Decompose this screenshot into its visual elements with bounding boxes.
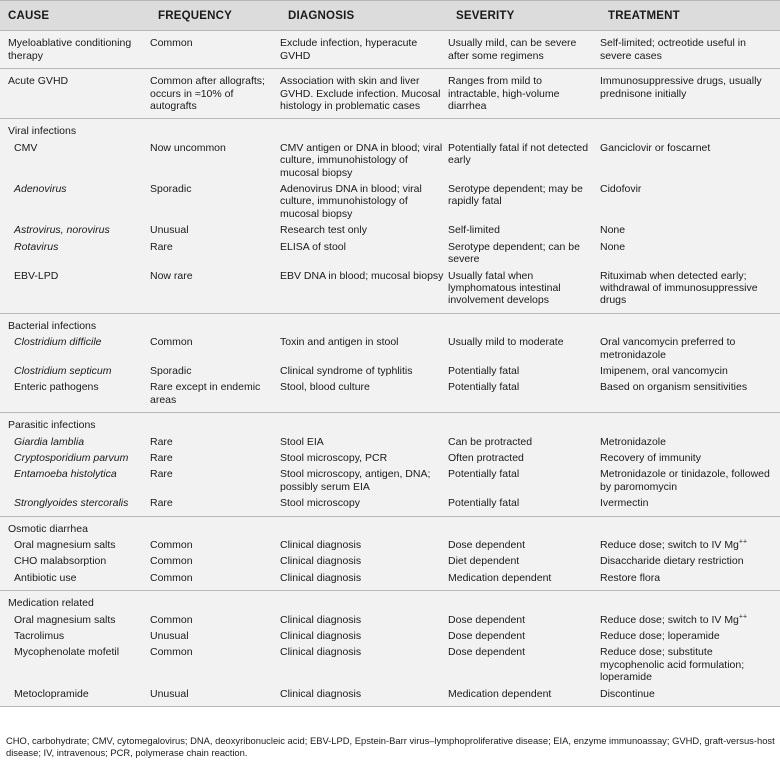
cell-text: Common — [150, 336, 193, 349]
cell-treatment — [600, 644, 780, 685]
cell-text: Recovery of immunity — [600, 451, 701, 464]
cell-frequency — [150, 334, 280, 363]
cell-frequency — [150, 537, 280, 553]
cell-text: Stool EIA — [280, 435, 324, 448]
cell-text: Rare — [150, 497, 173, 510]
cell-frequency — [150, 181, 280, 222]
cell-text: Oral magnesium salts — [14, 613, 116, 626]
cell-diagnosis — [280, 181, 448, 222]
table-row — [0, 466, 780, 495]
cell-text: Common — [150, 571, 193, 584]
cell-text: Unusual — [150, 224, 189, 237]
cell-text: Self-limited — [448, 224, 500, 237]
cell-text: CHO malabsorption — [14, 555, 107, 568]
table-row — [0, 268, 780, 309]
cell-severity — [448, 222, 600, 238]
cell-diagnosis — [280, 570, 448, 586]
cell-treatment — [600, 363, 780, 379]
cell-text: Usually mild to moderate — [448, 336, 564, 349]
cell-text: Ranges from mild to intractable, high-volume diarrhea — [448, 75, 560, 113]
cell-severity — [448, 466, 600, 495]
cell-cause — [0, 628, 150, 644]
cell-text: Potentially fatal — [448, 497, 520, 510]
cell-treatment — [600, 553, 780, 569]
cell-text: Clinical diagnosis — [280, 630, 362, 643]
cell-diagnosis — [280, 268, 448, 309]
cell-text: Giardia lamblia — [14, 435, 85, 448]
cell-text: Unusual — [150, 630, 189, 643]
cell-text: Clinical syndrome of typhlitis — [280, 364, 413, 377]
cell-severity — [448, 239, 600, 268]
cell-cause — [0, 644, 150, 685]
cell-diagnosis — [280, 686, 448, 702]
cell-text: EBV DNA in blood; mucosal biopsy — [280, 269, 444, 282]
table-row — [0, 181, 780, 222]
table-row — [0, 334, 780, 363]
group-title-row — [0, 595, 780, 611]
table-footnote: CHO, carbohydrate; CMV, cytomegalovirus; DNA, deoxyribonucleic acid; EBV-LPD, Epstein-Barr virus–lymphoproliferative disease; EIA, enzyme immunoassay; GVHD, graft-versus-host disease; IV, intravenous; PCR, polymerase chain reaction. — [6, 735, 775, 758]
cell-text: Common — [150, 646, 193, 659]
cell-diagnosis — [280, 334, 448, 363]
header-diagnosis: DIAGNOSIS — [280, 1, 448, 31]
cell-severity — [448, 334, 600, 363]
cell-severity — [448, 537, 600, 553]
cell-text: Enteric pathogens — [14, 381, 99, 394]
cell-cause — [0, 495, 150, 511]
header-cause: CAUSE — [0, 1, 150, 31]
cell-text: Common — [150, 613, 193, 626]
cell-cause — [0, 553, 150, 569]
table-row — [0, 553, 780, 569]
cell-treatment — [600, 495, 780, 511]
table-row — [0, 450, 780, 466]
cell-text: Stool, blood culture — [280, 381, 370, 394]
cell-diagnosis — [280, 612, 448, 628]
group-title-row — [0, 318, 780, 334]
cell-treatment — [600, 686, 780, 702]
cell-text: Potentially fatal if not detected early — [448, 141, 589, 167]
cell-text: Serotype dependent; may be rapidly fatal — [448, 183, 583, 208]
cell-text: Reduce dose; switch to IV Mg — [600, 539, 739, 551]
cell-severity — [448, 268, 600, 309]
table-row — [0, 73, 780, 114]
group-title-row — [0, 417, 780, 433]
cell-cause — [0, 334, 150, 363]
table-row — [0, 434, 780, 450]
cell-cause — [0, 140, 150, 181]
cell-text: Acute GVHD — [8, 75, 69, 88]
table-row — [0, 686, 780, 702]
cell-text: Potentially fatal — [448, 468, 520, 481]
table-row — [0, 379, 780, 408]
cell-frequency — [150, 222, 280, 238]
cell-frequency — [150, 686, 280, 702]
cell-frequency — [150, 495, 280, 511]
cell-text: Sporadic — [150, 364, 192, 377]
table-header — [0, 1, 780, 31]
cell-diagnosis — [280, 73, 448, 114]
cell-text: Metronidazole or tinidazole, followed by paromomycin — [600, 468, 770, 493]
cell-text: Clinical diagnosis — [280, 613, 362, 626]
cell-text: CMV — [14, 141, 38, 154]
cell-text: Common — [150, 539, 193, 551]
cell-frequency — [150, 35, 280, 64]
cell-severity — [448, 363, 600, 379]
cell-text: Common after allografts; occurs in ≈10% of autografts — [150, 75, 265, 113]
cell-text: Common — [150, 37, 193, 50]
cell-frequency — [150, 73, 280, 114]
cell-text: Usually fatal when lymphomatous intestinal involvement develops — [448, 269, 561, 307]
cell-text: Now uncommon — [150, 141, 226, 154]
table-row — [0, 363, 780, 379]
cell-cause — [0, 434, 150, 450]
cell-text: Tacrolimus — [14, 630, 65, 643]
cell-cause — [0, 35, 150, 64]
cell-text: Medication dependent — [448, 571, 552, 584]
cell-severity — [448, 628, 600, 644]
cell-diagnosis — [280, 434, 448, 450]
cell-text: Can be protracted — [448, 435, 533, 448]
cell-diagnosis — [280, 239, 448, 268]
table-row — [0, 140, 780, 181]
cell-text: Entamoeba histolytica — [14, 468, 117, 481]
cell-text: Adenovirus — [14, 183, 67, 196]
cell-severity — [448, 686, 600, 702]
cell-cause — [0, 570, 150, 586]
cell-frequency — [150, 434, 280, 450]
cell-severity — [448, 181, 600, 222]
cell-text: Stool microscopy — [280, 497, 360, 510]
cell-diagnosis — [280, 537, 448, 553]
cell-treatment — [600, 628, 780, 644]
cell-cause — [0, 222, 150, 238]
cell-text: Self-limited; octreotide useful in severe cases — [600, 37, 746, 62]
cell-frequency — [150, 140, 280, 181]
cell-severity — [448, 612, 600, 628]
cell-text: Discontinue — [600, 687, 655, 700]
cell-text: Association with skin and liver GVHD. Exclude infection. Mucosal histology in problematic cases — [280, 75, 441, 113]
table-row — [0, 570, 780, 586]
table-body — [0, 31, 780, 707]
cell-text: Clinical diagnosis — [280, 539, 362, 551]
cell-text: Usually mild, can be severe after some regimens — [448, 37, 577, 62]
cell-diagnosis — [280, 140, 448, 181]
cell-text: Dose dependent — [448, 539, 526, 551]
cell-severity — [448, 570, 600, 586]
cell-cause — [0, 450, 150, 466]
cell-treatment — [600, 334, 780, 363]
cell-cause — [0, 612, 150, 628]
cell-text: Reduce dose; switch to IV Mg — [600, 613, 739, 626]
cell-text: Stool microscopy, antigen, DNA; possibly serum EIA — [280, 468, 431, 493]
cell-text: Ivermectin — [600, 497, 649, 510]
cell-text: Immunosuppressive drugs, usually prednisone initially — [600, 75, 762, 100]
cell-cause — [0, 181, 150, 222]
cell-treatment — [600, 466, 780, 495]
cell-text: Clinical diagnosis — [280, 646, 362, 659]
table-row — [0, 612, 780, 628]
cell-text: Adenovirus DNA in blood; viral culture, immunohistology of mucosal biopsy — [280, 183, 422, 220]
cell-text: Cidofovir — [600, 183, 642, 196]
cell-text: Rare — [150, 451, 173, 464]
table-row — [0, 537, 780, 553]
cell-text: Rare — [150, 468, 173, 481]
cell-treatment — [600, 268, 780, 309]
cell-diagnosis — [280, 450, 448, 466]
cell-text: Clostridium difficile — [14, 336, 102, 349]
cell-text: Now rare — [150, 269, 193, 282]
cell-treatment — [600, 73, 780, 114]
group-title: Osmotic diarrhea — [0, 521, 780, 537]
cell-text: Metronidazole — [600, 435, 666, 448]
cell-text: Toxin and antigen in stool — [280, 336, 399, 349]
cell-severity — [448, 644, 600, 685]
cell-text: Ganciclovir or foscarnet — [600, 141, 711, 154]
cell-cause — [0, 379, 150, 408]
cell-frequency — [150, 379, 280, 408]
cell-frequency — [150, 450, 280, 466]
cell-text: Medication dependent — [448, 687, 552, 700]
cell-text: Cryptosporidium parvum — [14, 451, 129, 464]
cell-text: Rituximab when detected early; withdrawal of immunosuppressive drugs — [600, 269, 758, 307]
cell-text: Restore flora — [600, 571, 661, 584]
cell-treatment — [600, 434, 780, 450]
cell-diagnosis — [280, 553, 448, 569]
cell-frequency — [150, 466, 280, 495]
cell-text: ELISA of stool — [280, 240, 346, 253]
group-title: Viral infections — [0, 123, 780, 139]
table-row — [0, 35, 780, 64]
cell-frequency — [150, 570, 280, 586]
table-row — [0, 495, 780, 511]
cell-frequency — [150, 644, 280, 685]
table-row — [0, 628, 780, 644]
cell-text: Unusual — [150, 687, 189, 700]
cell-text: Potentially fatal — [448, 381, 520, 394]
cell-severity — [448, 495, 600, 511]
cell-frequency — [150, 268, 280, 309]
cell-text: Clinical diagnosis — [280, 571, 362, 584]
cell-text: Rare — [150, 240, 173, 253]
table-row — [0, 644, 780, 685]
cell-cause — [0, 268, 150, 309]
cell-treatment — [600, 537, 780, 553]
cell-severity — [448, 450, 600, 466]
cell-treatment — [600, 239, 780, 268]
cell-cause — [0, 363, 150, 379]
cell-severity — [448, 553, 600, 569]
cell-severity — [448, 140, 600, 181]
cell-text: Metoclopramide — [14, 687, 89, 700]
superscript-charge: ++ — [738, 538, 748, 546]
cell-text: Dose dependent — [448, 646, 526, 659]
cell-text: Reduce dose; substitute mycophenolic acid formulation; loperamide — [600, 646, 745, 684]
header-severity: SEVERITY — [448, 1, 600, 31]
cell-text: Clinical diagnosis — [280, 687, 362, 700]
cell-text: Disaccharide dietary restriction — [600, 555, 744, 568]
cell-text: Dose dependent — [448, 630, 526, 643]
cell-text: Clostridium septicum — [14, 364, 112, 377]
cell-treatment — [600, 450, 780, 466]
cell-treatment — [600, 222, 780, 238]
cell-text: Rotavirus — [14, 240, 59, 253]
cell-frequency — [150, 553, 280, 569]
cell-text: Based on organism sensitivities — [600, 381, 748, 394]
cell-cause — [0, 73, 150, 114]
cell-text: Serotype dependent; can be severe — [448, 240, 580, 266]
cell-treatment — [600, 35, 780, 64]
header-frequency: FREQUENCY — [150, 1, 280, 31]
table-row — [0, 239, 780, 268]
cell-text: EBV-LPD — [14, 269, 59, 282]
superscript-charge: ++ — [738, 613, 748, 621]
cell-text: Sporadic — [150, 183, 192, 196]
group-title-row — [0, 123, 780, 139]
cell-text: Research test only — [280, 224, 367, 237]
cell-cause — [0, 537, 150, 553]
cell-text: Dose dependent — [448, 613, 526, 626]
cell-text: Myeloablative conditioning therapy — [8, 37, 132, 62]
cell-diagnosis — [280, 363, 448, 379]
cell-text: Rare — [150, 435, 173, 448]
cell-text: Oral vancomycin preferred to metronidazole — [600, 336, 736, 361]
cell-cause — [0, 239, 150, 268]
cell-diagnosis — [280, 35, 448, 64]
cell-text: Antibiotic use — [14, 571, 77, 584]
cell-text: Imipenem, oral vancomycin — [600, 364, 728, 377]
cell-diagnosis — [280, 222, 448, 238]
cell-text: None — [600, 240, 626, 253]
cell-diagnosis — [280, 644, 448, 685]
cell-frequency — [150, 363, 280, 379]
cell-cause — [0, 466, 150, 495]
table-row — [0, 222, 780, 238]
group-divider — [0, 702, 780, 707]
cell-frequency — [150, 239, 280, 268]
cell-text: Clinical diagnosis — [280, 555, 362, 568]
group-title: Medication related — [0, 595, 780, 611]
cell-treatment — [600, 612, 780, 628]
cell-text: Often protracted — [448, 451, 524, 464]
header-treatment: TREATMENT — [600, 1, 780, 31]
cell-severity — [448, 35, 600, 64]
cell-diagnosis — [280, 628, 448, 644]
group-title: Bacterial infections — [0, 318, 780, 334]
cell-text: Reduce dose; loperamide — [600, 630, 720, 643]
cell-frequency — [150, 612, 280, 628]
cell-text: Stool microscopy, PCR — [280, 451, 388, 464]
cell-frequency — [150, 628, 280, 644]
cell-text: Potentially fatal — [448, 364, 520, 377]
cell-treatment — [600, 140, 780, 181]
cell-text: Diet dependent — [448, 555, 520, 568]
cell-text: Exclude infection, hyperacute GVHD — [280, 37, 418, 62]
cell-text: CMV antigen or DNA in blood; viral culture, immunohistology of mucosal biopsy — [280, 141, 443, 179]
cell-treatment — [600, 570, 780, 586]
cell-severity — [448, 379, 600, 408]
cell-treatment — [600, 181, 780, 222]
cell-text: Stronglyoides stercoralis — [14, 497, 129, 510]
cell-diagnosis — [280, 466, 448, 495]
cell-diagnosis — [280, 379, 448, 408]
cell-cause — [0, 686, 150, 702]
cell-text: Mycophenolate mofetil — [14, 646, 120, 659]
cell-text: Oral magnesium salts — [14, 539, 116, 551]
cell-diagnosis — [280, 495, 448, 511]
group-title: Parasitic infections — [0, 417, 780, 433]
cell-text: Rare except in endemic areas — [150, 381, 261, 406]
cell-severity — [448, 73, 600, 114]
cell-text: None — [600, 224, 626, 237]
cell-text: Astrovirus, norovirus — [14, 224, 110, 237]
cell-text: Common — [150, 555, 193, 568]
cell-treatment — [600, 379, 780, 408]
cell-severity — [448, 434, 600, 450]
group-title-row — [0, 521, 780, 537]
